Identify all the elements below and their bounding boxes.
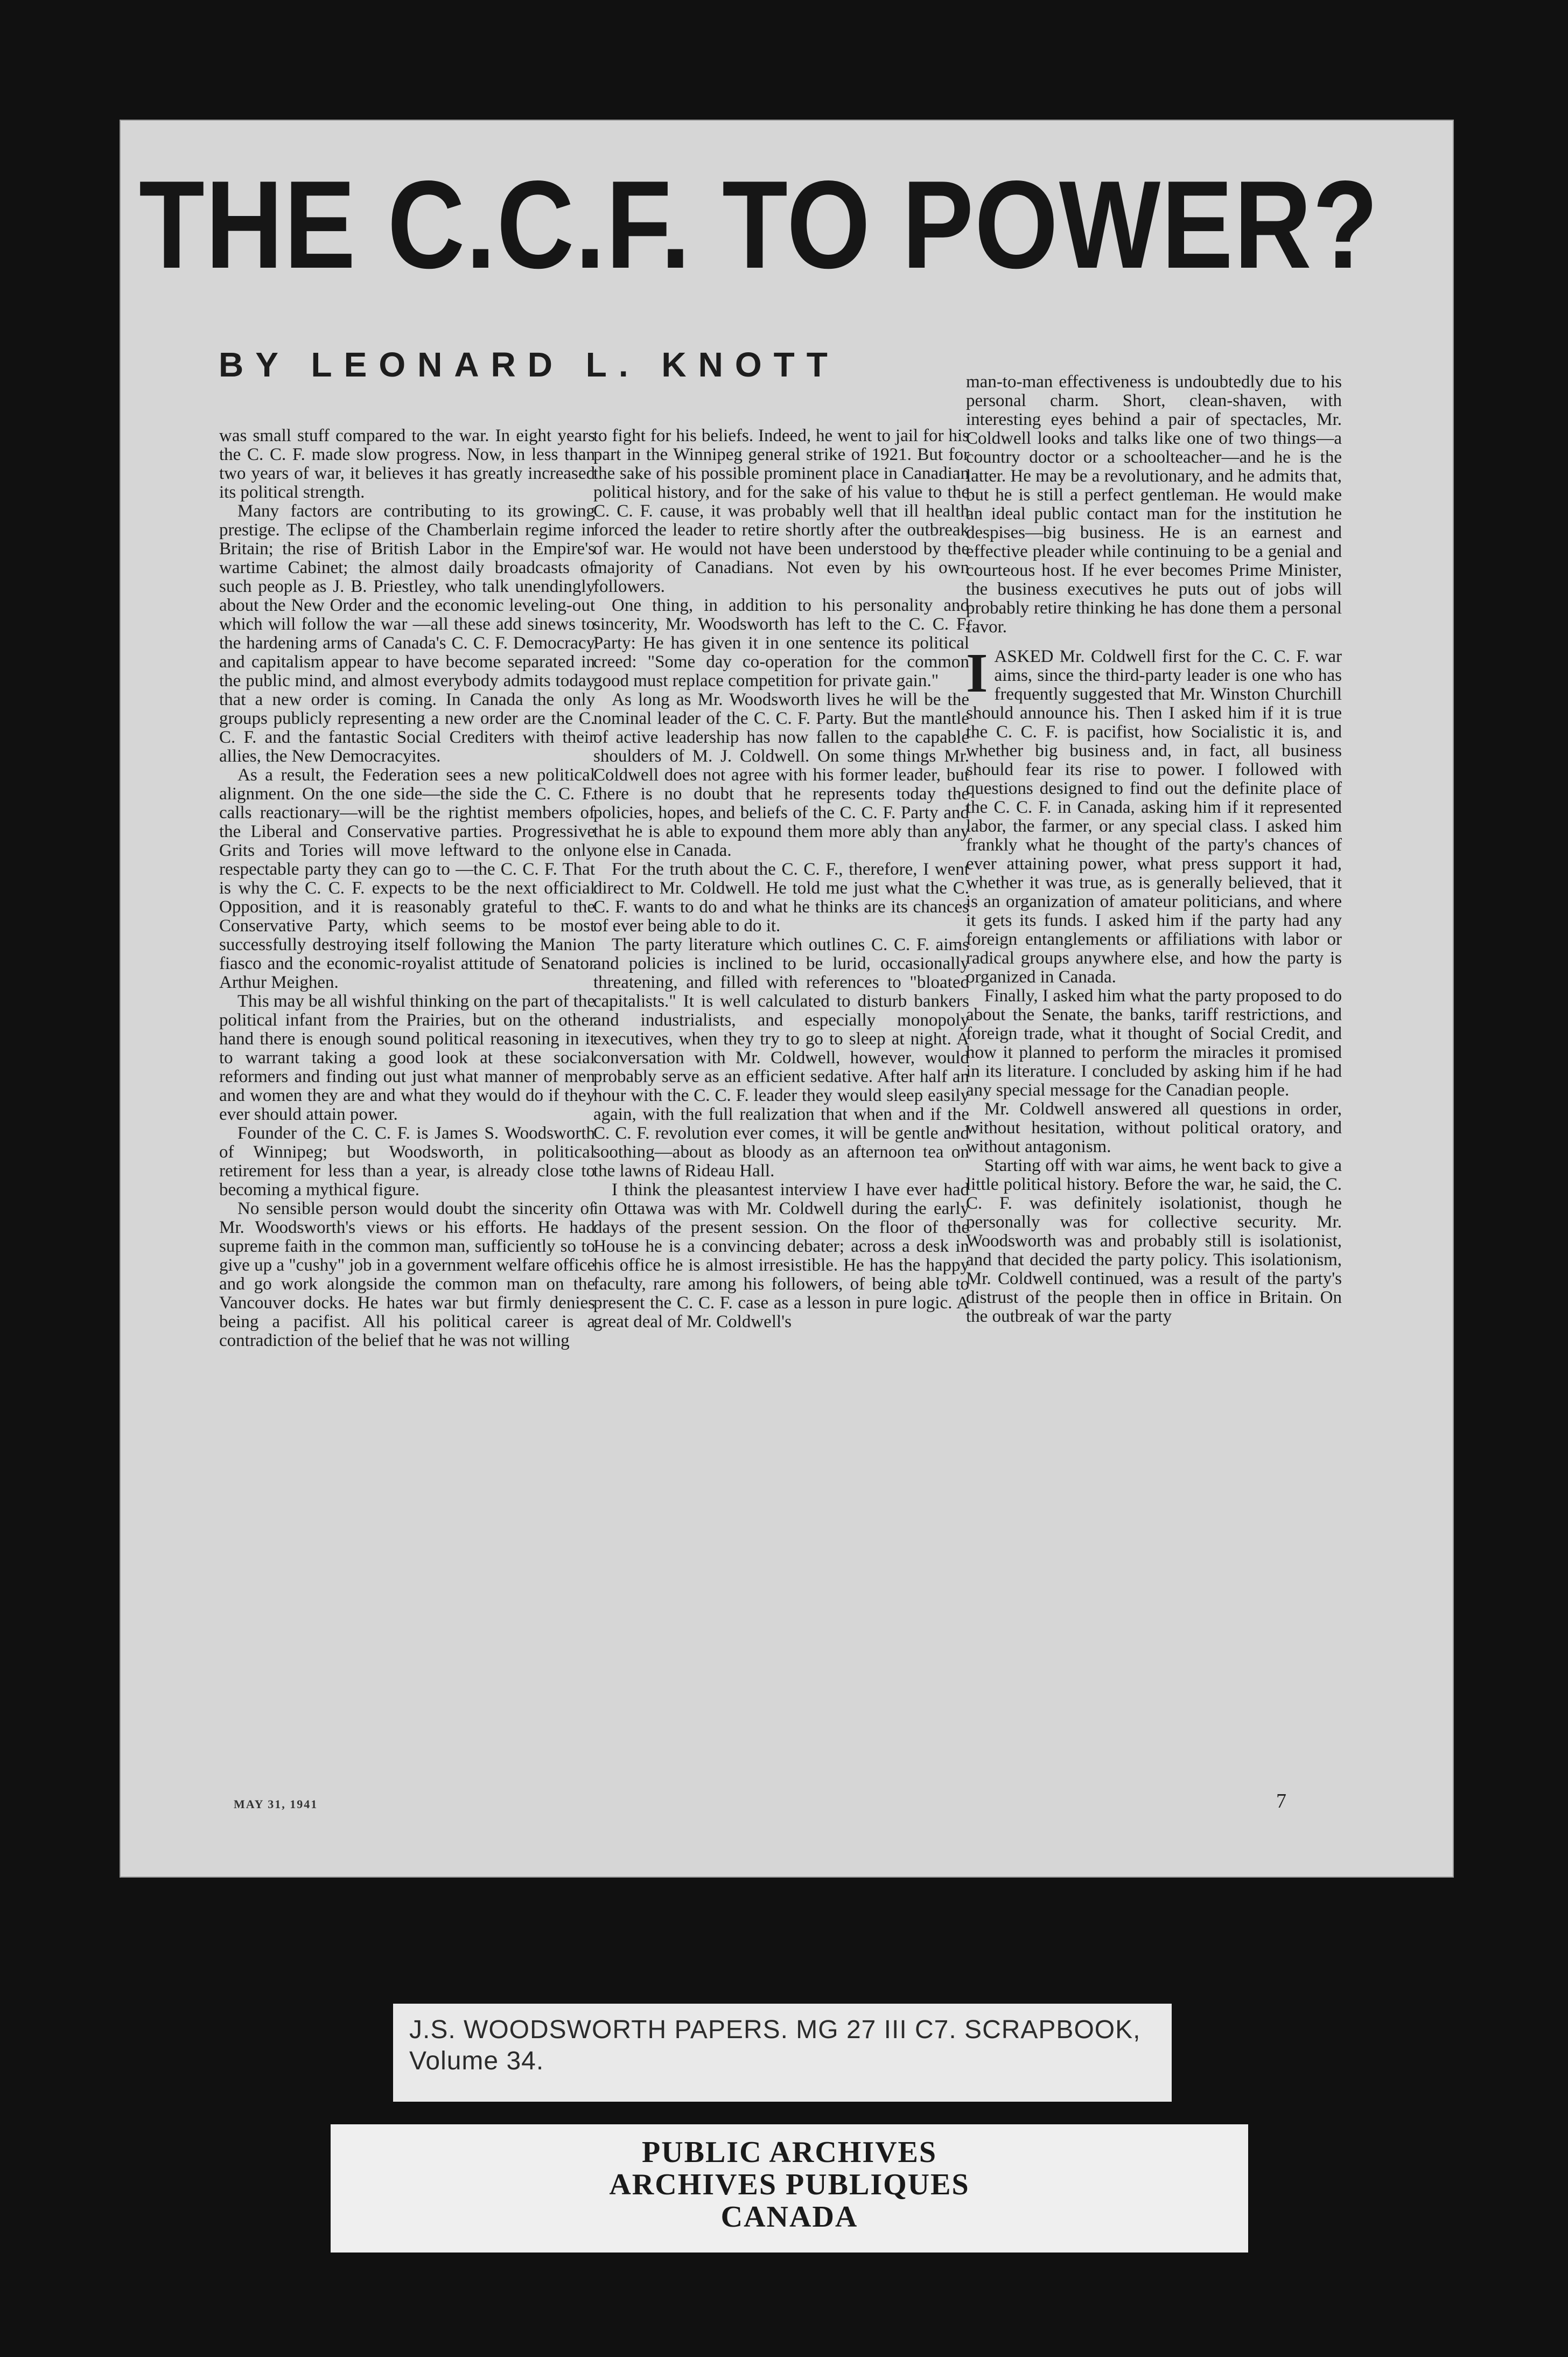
page-number: 7 <box>1276 1790 1286 1812</box>
paragraph: Finally, I asked him what the party proposed to do about the Senate, the banks, tariff restrictions, and foreign trade, what it thought of Social Credit, and how it planned to perform the miracles it promised in its literature. I concluded by asking him if he had any special message for the Canadian people. <box>966 986 1342 1100</box>
paragraph: Mr. Coldwell answered all questions in order, without hesitation, without political oratory, and without antagonism. <box>966 1099 1342 1156</box>
paragraph: Starting off with war aims, he went back to give a little political history. Before the war, he said, the C. C. F. was definitely isolationist, though he personally was for collective security. Mr. Woodsworth was and probably still is isolationist, and that decided the party policy. This isolationism, Mr. Coldwell continued, was a result of the party's distrust of the people then in office in Britain. On the outbreak of war the party <box>966 1156 1342 1326</box>
stamp-line-3: CANADA <box>720 2200 858 2234</box>
drop-cap: I <box>966 642 988 704</box>
stamp-line-2: ARCHIVES PUBLIQUES <box>609 2168 970 2201</box>
paragraph: As a result, the Federation sees a new political alignment. On the one side—the side the C. C. F. calls reactionary—will be the rightist members of the Liberal and Conservative parties. Progressive Grits and Tories will move leftward to the only respectable party they can go to —the C. C. F. That is why the C. C. F. expects to be the next official Opposition, and it is reasonably grateful to the Conservative Party, which seems to be most successfully destroying itself following the Manion fiasco and the economic-royalist attitude of Senator Arthur Meighen. <box>219 765 595 992</box>
article-column-2 <box>593 427 969 1331</box>
paragraph: For the truth about the C. C. F., therefore, I went direct to Mr. Coldwell. He told me just what the C. C. F. wants to do and what he thinks are its chances of ever being able to do it. <box>593 860 969 936</box>
archive-reference-label <box>393 2004 1172 2102</box>
paragraph: This may be all wishful thinking on the part of the political infant from the Prairies, but on the other hand there is enough sound political reasoning in it to warrant taking a good look at these social reformers and finding out just what manner of men and women they are and what they would do if they ever should attain power. <box>219 992 595 1124</box>
paragraph: As long as Mr. Woodsworth lives he will be the nominal leader of the C. C. F. Party. But the mantle of active leadership has now fallen to the capable shoulders of M. J. Coldwell. On some things Mr. Coldwell does not agree with his former leader, but there is no doubt that he represents today the policies, hopes, and beliefs of the C. C. F. Party and that he is able to expound them more ably than any one else in Canada. <box>593 690 969 860</box>
paragraph: I think the pleasantest interview I have ever had in Ottawa was with Mr. Coldwell during the early days of the present session. On the floor of the House he is a convincing debater; across a desk in his office he is almost irresistible. He has the happy faculty, rare among his followers, of being able to present the C. C. F. case as a lesson in pure logic. A great deal of Mr. Coldwell's <box>593 1180 969 1331</box>
paragraph: Many factors are contributing to its growing prestige. The eclipse of the Chamberlain regime in Britain; the rise of British Labor in the Empire's wartime Cabinet; the almost daily broadcasts of such people as J. B. Priestley, who talk unendingly about the New Order and the economic leveling-out which will follow the war —all these add sinews to the hardening arms of Canada's C. C. F. Democracy and capitalism appear to have become separated in the public mind, and almost everybody admits today that a new order is coming. In Canada the only groups publicly representing a new order are the C. C. F. and the fantastic Social Crediters with their allies, the New Democracyites. <box>219 501 595 766</box>
headline: THE C.C.F. TO POWER? <box>139 155 1380 295</box>
paragraph: to fight for his beliefs. Indeed, he went to jail for his part in the Winnipeg general strike of 1921. But for the sake of his possible prominent place in Canadian political history, and for the sake of his value to the C. C. F. cause, it was probably well that ill health forced the leader to retire shortly after the outbreak of war. He would not have been understood by the majority of Canadians. Not even by his own followers. <box>593 426 969 596</box>
paragraph: No sensible person would doubt the sincerity of Mr. Woodsworth's views or his efforts. He had supreme faith in the common man, sufficiently so to give up a "cushy" job in a government welfare office and go work alongside the common man on the Vancouver docks. He hates war but firmly denies being a pacifist. All his political career is a contradiction of the belief that he was not willing <box>219 1199 596 1350</box>
reference-line-2: Volume 34. <box>409 2047 544 2075</box>
archive-stamp <box>331 2124 1248 2253</box>
article-column-1 <box>219 427 595 1350</box>
paragraph: Founder of the C. C. F. is James S. Woodsworth of Winnipeg; but Woodsworth, in political retirement for less than a year, is already close to becoming a mythical figure. <box>219 1124 595 1200</box>
paragraph: man-to-man effectiveness is undoubtedly due to his personal charm. Short, clean-shaven, with interesting eyes behind a pair of spectacles, Mr. Coldwell looks and talks like one of two things—a country doctor or a schoolteacher—and he is the latter. He may be a revolutionary, and he admits that, but he is still a perfect gentleman. He would make an ideal public contact man for the institution he despises—big business. He is an earnest and effective pleader while continuing to be a genial and courteous host. If he ever becomes Prime Minister, the business executives he puts out of jobs will probably retire thinking he has done them a personal favor. <box>966 372 1342 637</box>
paragraph: was small stuff compared to the war. In eight years the C. C. F. made slow progress. Now, in less than two years of war, it believes it has greatly increased its political strength. <box>219 426 595 502</box>
stamp-line-1: PUBLIC ARCHIVES <box>641 2136 937 2169</box>
magazine-page <box>120 120 1454 1878</box>
section-text: ASKED Mr. Coldwell first for the C. C. F. war aims, since the third-party leader is one who has frequently suggested that Mr. Winston Churchill should announce his. Then I asked him if it is true the C. C. F. is pacifist, how Socialistic it is, and whether big business and, in fact, all business should fear its rise to power. I followed with questions designed to find out the definite place of the C. C. F. in Canada, asking him if it represented labor, the farmer, or any special class. I asked him frankly what he thought of the party's chances of ever attaining power, what press support it had, whether it was true, as is generally believed, that it is an organization of amateur politicians, and where it gets its funds. I asked him if the party had any foreign entanglements or affiliations with labor or radical groups anywhere else, and how the party is organized in Canada. <box>966 647 1342 987</box>
article-column-3 <box>966 373 1342 1326</box>
byline: BY LEONARD L. KNOTT <box>219 345 839 384</box>
reference-line-1: J.S. WOODSWORTH PAPERS. MG 27 III C7. SCRAPBOOK, <box>409 2016 1141 2044</box>
paragraph: One thing, in addition to his personality and sincerity, Mr. Woodsworth has left to the C. C. F. Party: He has given it in one sentence its political creed: "Some day co-operation for the common good must replace competition for private gain." <box>593 596 969 691</box>
paragraph: The party literature which outlines C. C. F. aims and policies is inclined to be lurid, occasionally threatening, and filled with references to "bloated capitalists." It is well calculated to disturb bankers and industrialists, and especially monopoly executives, when they try to go to sleep at night. A conversation with Mr. Coldwell, however, would probably serve as an efficient sedative. After half an hour with the C. C. F. leader they would sleep easily again, with the full realization that when and if the C. C. F. revolution ever comes, it will be gentle and soothing—about as bloody as an afternoon tea on the lawns of Rideau Hall. <box>593 935 969 1181</box>
section-paragraph <box>966 642 1342 987</box>
issue-date: MAY 31, 1941 <box>234 1797 318 1811</box>
